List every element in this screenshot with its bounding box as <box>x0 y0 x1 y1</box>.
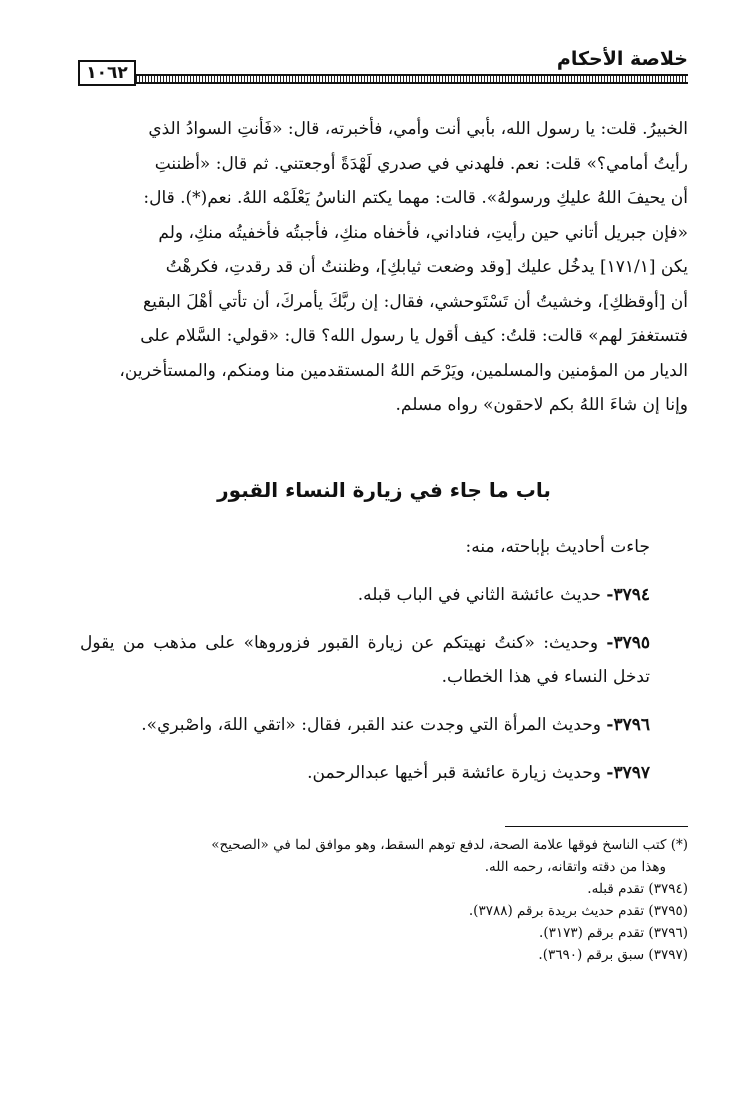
intro-line: جاءت أحاديث بإباحته، منه: <box>465 537 650 557</box>
hadith-text: وحديث زيارة عائشة قبر أخيها عبدالرحمن. <box>307 763 601 783</box>
footnote-line: (٣٧٩٦) تقدم برقم (٣١٧٣). <box>539 925 688 941</box>
hadith-text: حديث عائشة الثاني في الباب قبله. <box>357 585 601 605</box>
footnotes <box>80 834 688 966</box>
paragraph-line: يكن [١٧١/١] يدخُل عليك [وقد وضعت ثيابكِ]، وظننتُ أن قد رقدتِ، فكرهْتُ <box>165 257 688 277</box>
footnote-divider <box>505 826 688 827</box>
hadith-text: وحديث المرأة التي وجدت عند القبر، فقال: «اتقي اللهَ، واصْبري». <box>141 715 601 735</box>
footnote-line: (٣٧٩٧) سبق برقم (٣٦٩٠). <box>538 947 688 963</box>
paragraph-line: الخبيرُ. قلت: يا رسول الله، بأبي أنت وأمي، فأخبرته، قال: «فَأنتِ السوادُ الذي <box>148 119 688 139</box>
main-paragraph <box>80 112 688 423</box>
hadith-item <box>80 626 688 694</box>
hadith-number: ٣٧٩٥- <box>606 633 650 653</box>
section-title: باب ما جاء في زيارة النساء القبور <box>217 478 551 502</box>
paragraph-line: «فإن جبريل أتاني حين رأيتِ، فناداني، فأخفاه منكِ، فأجبتُه فأخفيتُه منكِ، ولم <box>158 222 688 243</box>
hadith-text: وحديث: «كنتُ نهيتكم عن زيارة القبور فزوروها» على مذهب من يقول تدخل النساء في هذا الخطاب. <box>80 633 650 687</box>
footnote-line: (٣٧٩٤) تقدم قبله. <box>587 881 688 897</box>
page-header <box>78 44 688 88</box>
paragraph-line: رأيتُ أمامي؟» قلت: نعم. فلهدني في صدري لَهْدَةً أوجعتني. ثم قال: «أظننتِ <box>154 153 688 174</box>
hadith-number: ٣٧٩٤- <box>606 585 650 605</box>
footnote-line: وهذا من دقته واتقانه، رحمه الله. <box>484 859 666 875</box>
hadith-number: ٣٧٩٦- <box>606 715 650 735</box>
hadith-number: ٣٧٩٧- <box>606 763 650 783</box>
paragraph-line: أن يحيفَ اللهُ عليكِ ورسولهُ». قالت: مهما يكتم الناسُ يَعْلَمْه اللهُ. نعم(*). قال: <box>143 188 688 208</box>
header-rule <box>136 74 688 84</box>
paragraph-line: فتستغفرَ لهم» قالت: قلتُ: كيف أقول يا رسول الله؟ قال: «قولي: السَّلام على <box>140 326 688 346</box>
hadith-item <box>80 578 688 612</box>
hadith-item <box>80 756 688 790</box>
footnote-line: (٣٧٩٥) تقدم حديث بريدة برقم (٣٧٨٨). <box>468 903 688 919</box>
paragraph-line: وإنا إن شاءَ اللهُ بكم لاحقون» رواه مسلم. <box>395 395 688 415</box>
book-title: خلاصة الأحكام <box>556 48 688 70</box>
paragraph-line: الديار من المؤمنين والمسلمين، ويَرْحَم اللهُ المستقدمين منا ومنكم، والمستأخرين، <box>119 360 688 381</box>
page-number: ١٠٦٢ <box>78 60 136 86</box>
hadith-item <box>80 708 688 742</box>
hadith-list <box>80 530 688 804</box>
paragraph-line: أن [أوقظكِ]، وخشيتُ أن تَسْتَوحشي، فقال: إن ربَّكَ يأمركَ، أن تأتي أهْلَ البقيع <box>143 291 688 312</box>
footnote-line: (*) كتب الناسخ فوقها علامة الصحة، لدفع توهم السقط، وهو موافق لما في «الصحيح» <box>211 837 688 853</box>
